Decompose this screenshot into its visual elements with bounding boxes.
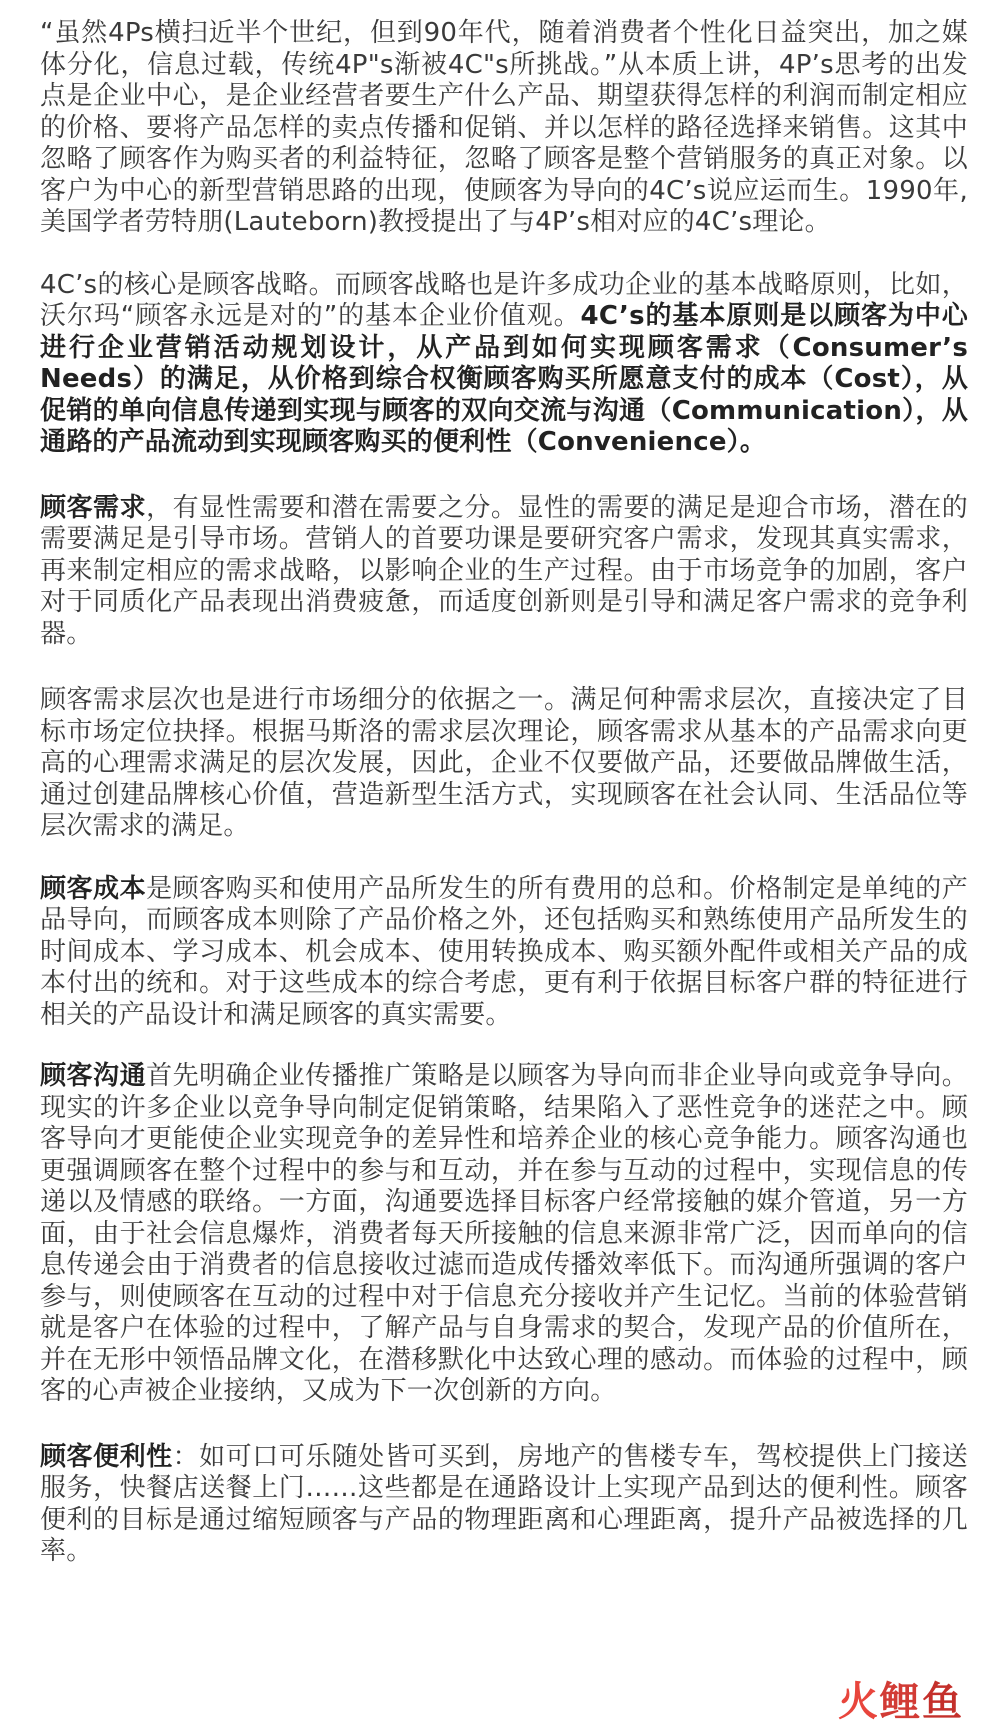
paragraph-4cs-core [40, 270, 968, 459]
section-heading-customer-needs: 顾客需求 [40, 492, 147, 523]
paragraph-text: 首先明确企业传播推广策略是以顾客为导向而非企业导向或竞争导向。现实的许多企业以竞争导向制定促销策略，结果陷入了恶性竞争的迷茫之中。顾客导向才更能使企业实现竞争的差异性和培养企业的核心竞争能力。顾客沟通也更强调顾客在整个过程中的参与和互动，并在参与互动的过程中，实现信息的传递以及情感的联络。一方面，沟通要选择目标客户经常接触的媒介管道，另一方面，由于社会信息爆炸，消费者每天所接触的信息来源非常广泛，因而单向的信息传递会由于消费者的信息接收过滤而造成传播效率低下。而沟通所强调的客户参与，则使顾客在互动的过程中对于信息充分接收并产生记忆。当前的体验营销就是客户在体验的过程中，了解产品与自身需求的契合，发现产品的价值所在，并在无形中领悟品牌文化，在潜移默化中达致心理的感动。而体验的过程中，顾客的心声被企业接纳，又成为下一次创新的方向。 [40, 1061, 968, 1406]
paragraph-needs-hierarchy [40, 685, 968, 843]
paragraph-customer-convenience [40, 1442, 968, 1568]
brand-watermark-logo [838, 1676, 988, 1728]
paragraph-customer-communication [40, 1061, 968, 1408]
section-heading-customer-communication: 顾客沟通 [40, 1061, 147, 1091]
paragraph-text: 是顾客购买和使用产品所发生的所有费用的总和。价格制定是单纯的产品导向，而顾客成本则除了产品价格之外，还包括购买和熟练使用产品所发生的时间成本、学习成本、机会成本、使用转换成本、购买额外配件或相关产品的成本付出的统和。对于这些成本的综合考虑，更有利于依据目标客户群的特征进行相关的产品设计和满足顾客的真实需要。 [40, 873, 968, 1030]
paragraph-spacer [40, 650, 968, 685]
paragraph-text: ：如可口可乐随处皆可买到，房地产的售楼专车，驾校提供上门接送服务，快餐店送餐上门……这些都是在通路设计上实现产品到达的便利性。顾客便利的目标是通过缩短顾客与产品的物理距离和心理距离，提升产品被选择的几率。 [40, 1441, 968, 1566]
watermark-char: 火 [838, 1679, 880, 1725]
paragraph-spacer [40, 239, 968, 270]
paragraph-spacer [40, 1031, 968, 1061]
paragraph-4ps-history [40, 18, 968, 239]
watermark-char: 鱼 [922, 1679, 964, 1725]
watermark-char: 鲤 [880, 1679, 922, 1725]
paragraph-spacer [40, 843, 968, 874]
paragraph-text: 顾客需求层次也是进行市场细分的依据之一。满足何种需求层次，直接决定了目标市场定位抉择。根据马斯洛的需求层次理论，顾客需求从基本的产品需求向更高的心理需求满足的层次发展，因此，企业不仅要做产品，还要做品牌做生活，通过创建品牌核心价值，营造新型生活方式，实现顾客在社会认同、生活品位等层次需求的满足。 [40, 685, 968, 841]
article-body [40, 18, 968, 1568]
principle-emphasis: 4C’s的基本原则是以顾客为中心进行企业营销活动规划设计，从产品到如何实现顾客需求（Consumer’s Needs）的满足，从价格到综合权衡顾客购买所愿意支付的成本（Cost），从促销的单向信息传递到实现与顾客的双向交流与沟通（Communication），从通路的产品流动到实现顾客购买的便利性（Convenience）。 [40, 301, 968, 457]
section-heading-customer-convenience: 顾客便利性 [40, 1441, 173, 1472]
paragraph-customer-needs [40, 493, 968, 651]
paragraph-text: “虽然4Ps横扫近半个世纪，但到90年代，随着消费者个性化日益突出，加之媒体分化，信息过载，传统4P"s渐被4C"s所挑战。”从本质上讲，4P’s思考的出发点是企业中心，是企业经营者要生产什么产品、期望获得怎样的利润而制定相应的价格、要将产品怎样的卖点传播和促销、并以怎样的路径选择来销售。这其中忽略了顾客作为购买者的利益特征，忽略了顾客是整个营销服务的真正对象。以客户为中心的新型营销思路的出现，使顾客为导向的4C’s说应运而生。1990年,美国学者劳特朋(Lauteborn)教授提出了与4P’s相对应的4C’s理论。 [40, 18, 968, 237]
paragraph-text: ，有显性需要和潜在需要之分。显性的需要的满足是迎合市场，潜在的需要满足是引导市场。营销人的首要功课是要研究客户需求，发现其真实需求，再来制定相应的需求战略，以影响企业的生产过程。由于市场竞争的加剧，客户对于同质化产品表现出消费疲惫，而适度创新则是引导和满足客户需求的竞争利器。 [40, 492, 968, 649]
section-heading-customer-cost: 顾客成本 [40, 873, 147, 904]
paragraph-spacer [40, 459, 968, 493]
watermark-text [838, 1676, 988, 1728]
paragraph-customer-cost [40, 874, 968, 1032]
paragraph-text: 4C’s的核心是顾客战略。而顾客战略也是许多成功企业的基本战略原则，比如，沃尔玛“顾客永远是对的”的基本企业价值观。 [40, 269, 968, 331]
paragraph-spacer [40, 1408, 968, 1442]
